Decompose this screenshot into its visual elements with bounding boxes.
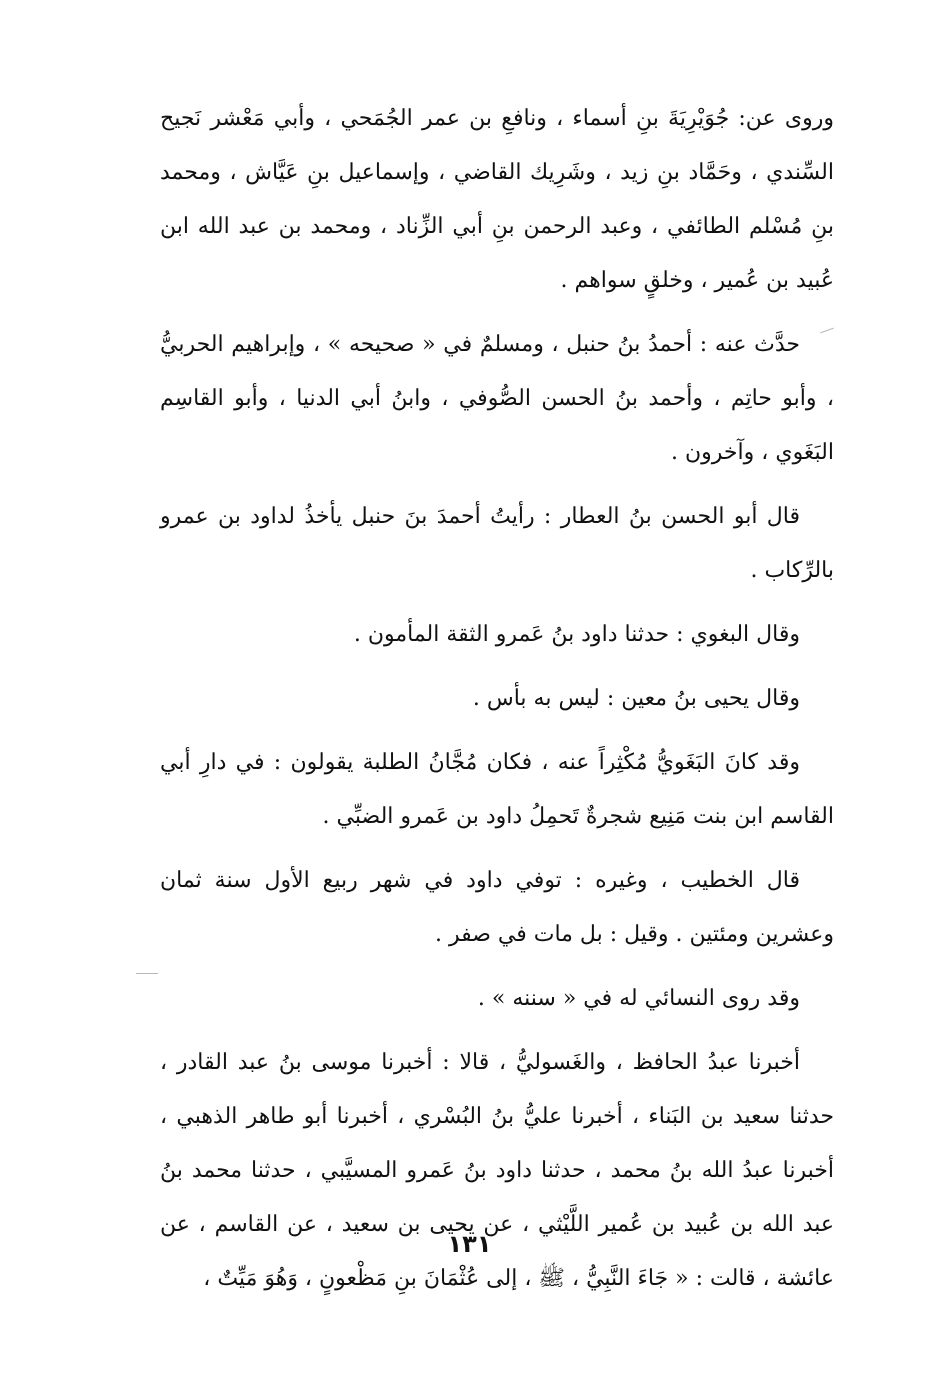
paragraph-baghawi-narrations: وقد كانَ البَغَويُّ مُكْثِراً عنه ، فكان مُجَّانُ الطلبة يقولون : في دارِ أبي القاسم ابن بنت مَنِيع شجرةٌ تَحمِلُ داود بن عَمرو الضبِّي . [160,750,834,829]
scan-mark [136,973,158,974]
page-number: ١٣١ [447,1230,492,1258]
page-text [160,92,834,1316]
paragraph-yahya-ibn-main: وقال يحيى بنُ معين : ليس به بأس . [472,686,800,711]
paragraph-death-date: قال الخطيب ، وغيره : توفي داود في شهر ربيع الأول سنة ثمان وعشرين ومئتين . وقيل : بل مات في صفر . [160,868,834,947]
paragraph-narrators-from: وروى عن: جُوَيْرِيَةَ بنِ أسماء ، ونافعِ بن عمر الجُمَحي ، وأبي مَعْشر نَجيح السِّندي ، وحَمَّاد بنِ زيد ، وشَرِيك القاضي ، وإسماعيل بنِ عَيَّاش ، ومحمد بنِ مُسْلم الطائفي ، وعبد الرحمن بنِ أبي الزِّناد ، ومحمد بن عبد الله ابن عُبيد بن عُمير ، وخلقٍ سواهم . [160,106,834,293]
paragraph-ibn-al-attar: قال أبو الحسن بنُ العطار : رأيتُ أحمدَ بنَ حنبل يأخذُ لداود بن عمرو بالرِّكاب . [160,504,834,583]
paragraph-narrated-by: حدَّث عنه : أحمدُ بنُ حنبل ، ومسلمٌ في « صحيحه » ، وإبراهيم الحربيُّ ، وأبو حاتِم ، وأحمد بنُ الحسن الصُّوفي ، وابنُ أبي الدنيا ، وأبو القاسِم البَغَوي ، وآخرون . [160,332,834,465]
paragraph-nasai: وقد روى النسائي له في « سننه » . [477,986,800,1011]
paragraph-baghawi: وقال البغوي : حدثنا داود بنُ عَمرو الثقة المأمون . [353,622,800,647]
paragraph-hadith-chain: أخبرنا عبدُ الحافظ ، والغَسوليُّ ، قالا : أخبرنا موسى بنُ عبد القادر ، حدثنا سعيد بن البَناء ، أخبرنا عليُّ بنُ البُسْري ، أخبرنا أبو طاهر الذهبي ، أخبرنا عبدُ الله بنُ محمد ، حدثنا داود بنُ عَمرو المسيَّبي ، حدثنا محمد بنُ عبد الله بن عُبيد بن عُمير اللَّيْثي ، عن يحيى بن سعيد ، عن القاسم ، عن عائشة ، قالت : « جَاءَ النَّبِيُّ ، ﷺ ، إلى عُثْمَانَ بنِ مَظْعونٍ ، وَهُوَ مَيِّتٌ ، [160,1050,834,1291]
